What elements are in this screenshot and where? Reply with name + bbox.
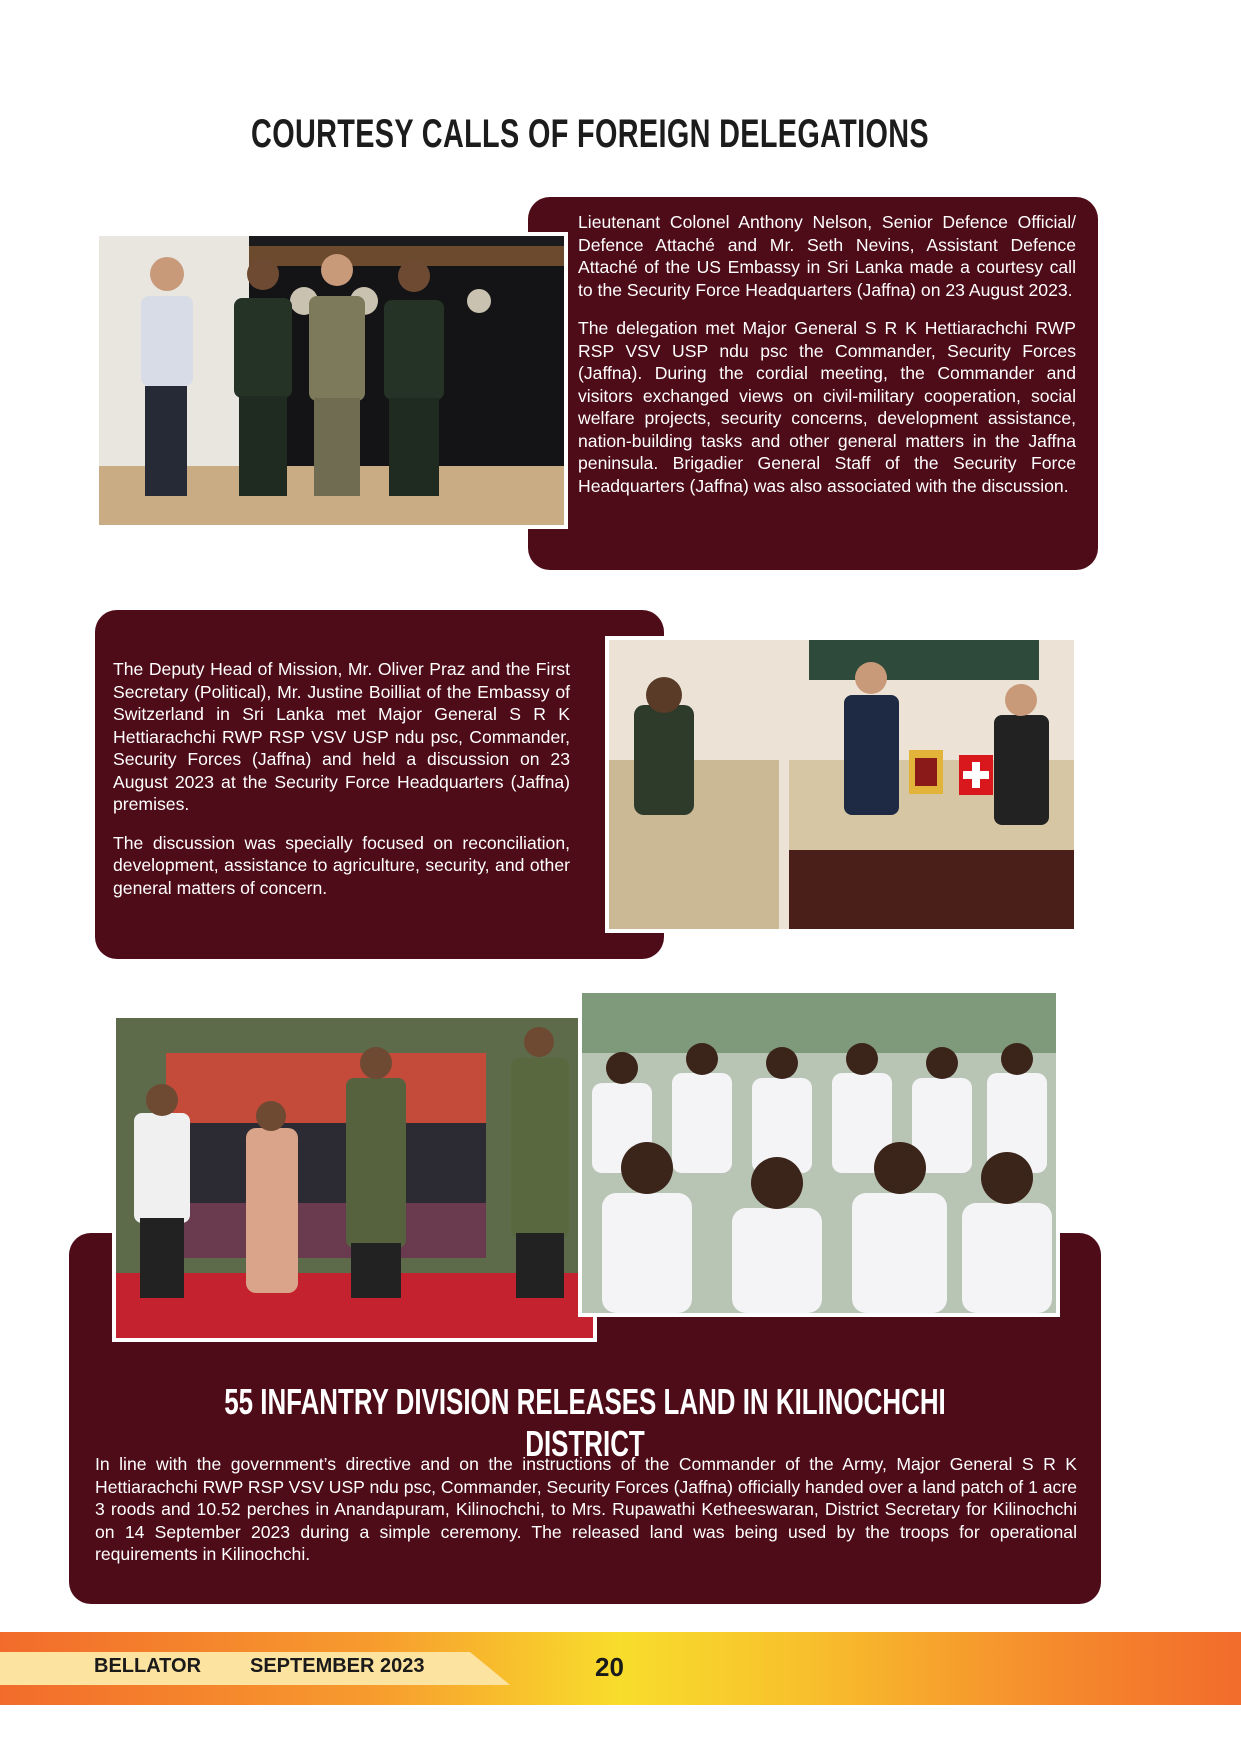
students-audience-photo [578,989,1060,1317]
us-delegation-panel [528,197,1098,570]
page-title: COURTESY CALLS OF FOREIGN DELEGATIONS [251,112,929,156]
land-release-text [95,1453,1077,1582]
land-handover-ceremony-photo [112,1014,597,1342]
us-delegation-photo [95,232,568,529]
swiss-delegation-paragraph-1: The Deputy Head of Mission, Mr. Oliver Praz and the First Secretary (Political), Mr. Justine Boilliat of the Embassy of Switzerland in Sri Lanka met Major General S R K Hettiarachchi RWP RSP VSV USP ndu psc, Commander, Security Forces (Jaffna) and held a discussion on 23 August 2023 at the Security Force Headquarters (Jaffna) premises. [113,659,570,814]
swiss-delegation-text [113,658,570,915]
swiss-delegation-photo [605,636,1078,933]
footer-issue: SEPTEMBER 2023 [250,1655,425,1677]
us-delegation-paragraph-1: Lieutenant Colonel Anthony Nelson, Senior Defence Official/ Defence Attaché and Mr. Seth Nevins, Assistant Defence Attaché of the US Embassy in Sri Lanka made a courtesy call to the Security Force Headquarters (Jaffna) on 23 August 2023. [578,212,1076,300]
us-delegation-text [578,211,1076,513]
land-release-paragraph-1: In line with the government’s directive and on the instructions of the Commander of the Army, Major General S R K Hettiarachchi RWP RSP VSV USP ndu psc, Commander, Security Forces (Jaffna) officially handed over a land patch of 1 acre 3 roods and 10.52 perches in Anandapuram, Kilinochchi, to Mrs. Rupawathi Ketheeswaran, District Secretary for Kilinochchi on 14 September 2023 during a simple ceremony. The released land was being used by the troops for operational requirements in Kilinochchi. [95,1454,1077,1564]
swiss-delegation-paragraph-2: The discussion was specially focused on reconciliation, development, assistance to agriculture, security, and other general matters of concern. [113,832,570,898]
page-footer [0,1632,1241,1705]
page-number: 20 [595,1652,624,1682]
swiss-delegation-panel [95,610,664,959]
land-release-title: 55 INFANTRY DIVISION RELEASES LAND IN KILINOCHCHI DISTRICT [224,1381,946,1464]
us-delegation-paragraph-2: The delegation met Major General S R K Hettiarachchi RWP RSP VSV USP ndu psc the Commander, Security Forces (Jaffna). During the cordial meeting, the Commander and visitors exchanged views on civil-military cooperation, social welfare projects, security concerns, development assistance, nation-building tasks and other general matters in the Jaffna peninsula. Brigadier General Staff of the Security Force Headquarters (Jaffna) was also associated with the discussion. [578,318,1076,496]
footer-publication: BELLATOR [94,1655,202,1677]
